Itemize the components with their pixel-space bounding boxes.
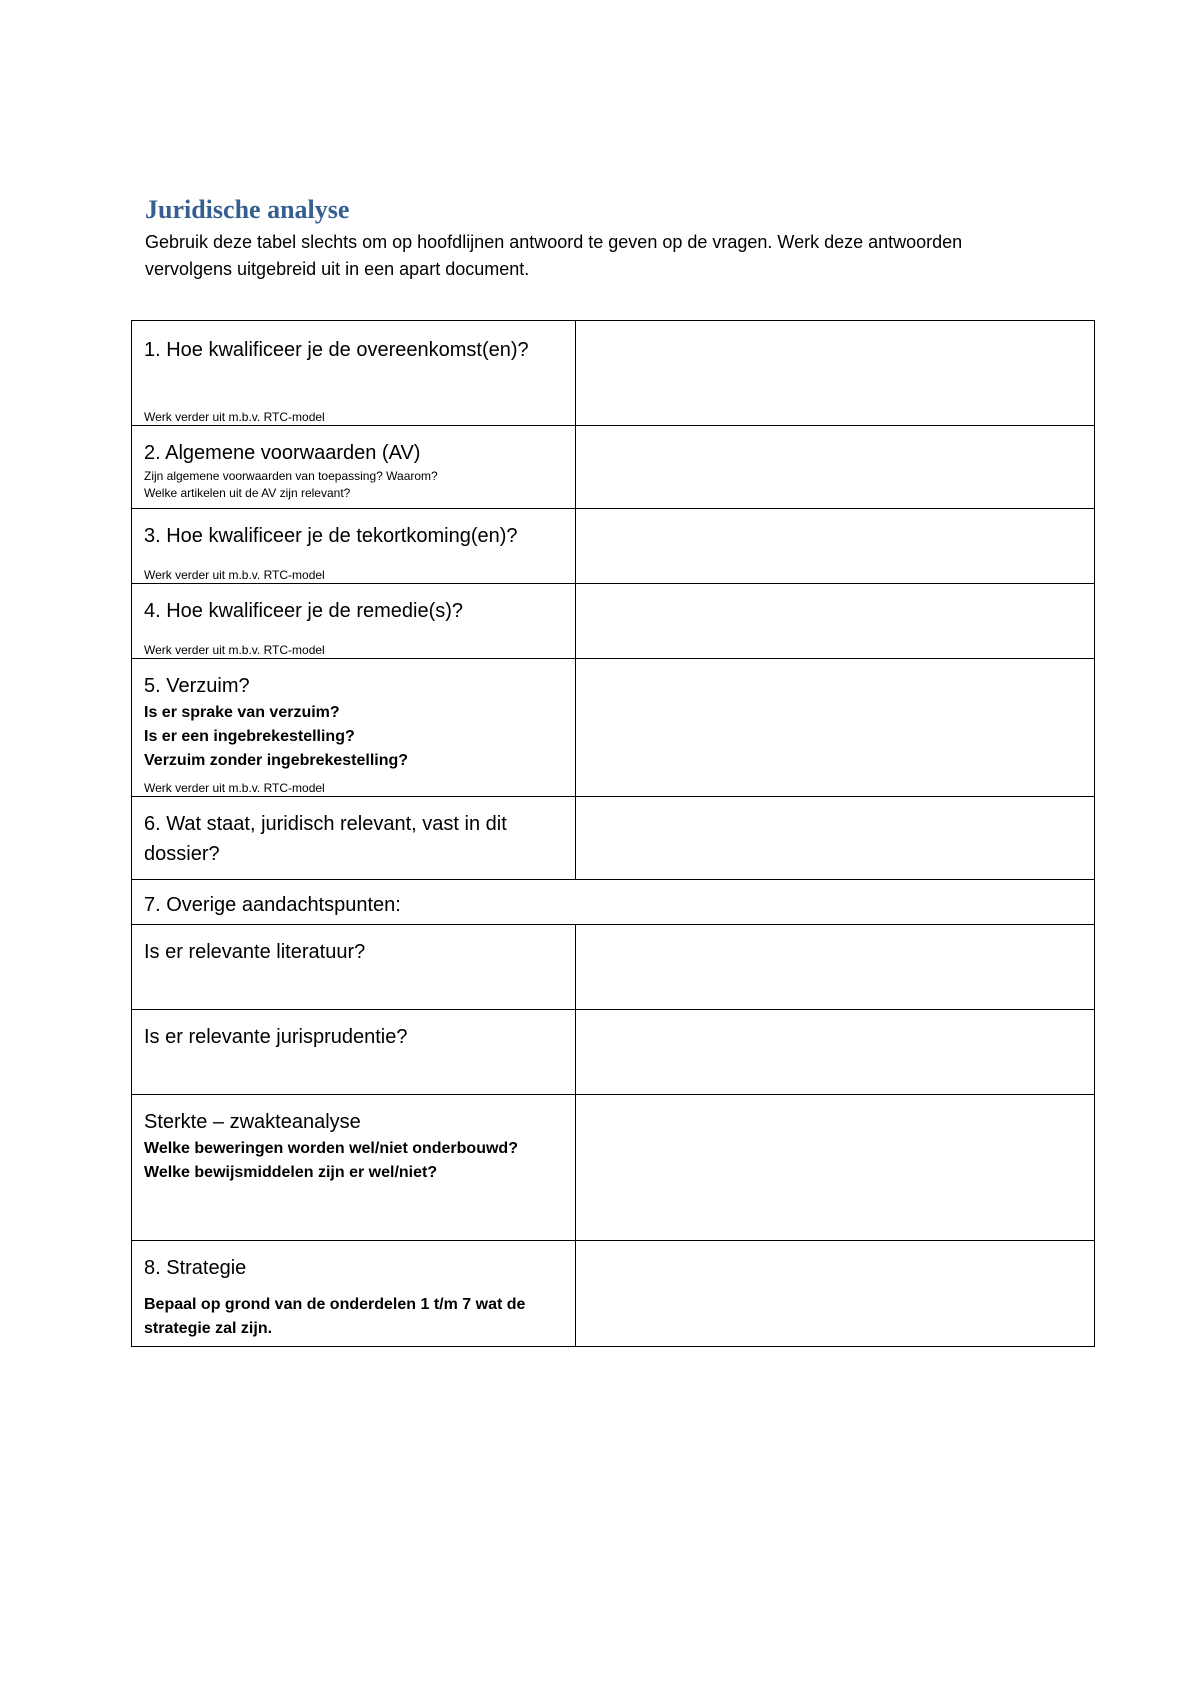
question-note-q3: Werk verder uit m.b.v. RTC-model xyxy=(144,568,325,582)
question-subline-q2-1: Zijn algemene voorwaarden van toepassing? Waarom? xyxy=(144,469,438,483)
question-cell-q7a xyxy=(132,925,576,1010)
question-subline-q8-1: Bepaal op grond van de onderdelen 1 t/m 7 wat de strategie zal zijn. xyxy=(144,1296,526,1337)
question-heading-q1: 1. Hoe kwalificeer je de overeenkomst(en)? xyxy=(144,339,529,361)
table-row-q5 xyxy=(132,659,1095,797)
answer-cell-q3[interactable] xyxy=(576,509,1095,584)
question-subline-q5-1: Is er sprake van verzuim? xyxy=(144,704,340,721)
table-row-q4 xyxy=(132,584,1095,659)
question-heading-q7a: Is er relevante literatuur? xyxy=(144,941,366,963)
intro-text: Gebruik deze tabel slechts om op hoofdlijnen antwoord te geven op de vragen. Werk deze antwoorden vervolgens uitgebreid uit in een apart document. xyxy=(145,232,963,279)
spacer xyxy=(144,1283,563,1293)
table-row-q7a xyxy=(132,925,1095,1010)
table-row-q7 xyxy=(132,880,1095,925)
question-subline-q7c-2: Welke bewijsmiddelen zijn er wel/niet? xyxy=(144,1164,438,1181)
question-heading-q7c: Sterkte – zwakteanalyse xyxy=(144,1111,361,1133)
question-note-q5: Werk verder uit m.b.v. RTC-model xyxy=(144,781,325,795)
question-subline-q5-2: Is er een ingebrekestelling? xyxy=(144,728,355,745)
document-title: Juridische analyse xyxy=(145,195,350,224)
question-heading-q6: 6. Wat staat, juridisch relevant, vast in dit dossier? xyxy=(144,813,507,865)
answer-cell-q4[interactable] xyxy=(576,584,1095,659)
table-row-q3 xyxy=(132,509,1095,584)
answer-cell-q5[interactable] xyxy=(576,659,1095,797)
question-heading-q5: 5. Verzuim? xyxy=(144,675,250,697)
question-cell-q2 xyxy=(132,426,576,509)
answer-cell-q7b[interactable] xyxy=(576,1010,1095,1095)
question-cell-q3 xyxy=(132,509,576,584)
question-heading-q7b: Is er relevante jurisprudentie? xyxy=(144,1026,408,1048)
question-cell-q1 xyxy=(132,321,576,426)
question-note-q1: Werk verder uit m.b.v. RTC-model xyxy=(144,410,325,424)
section-heading-q7: 7. Overige aandachtspunten: xyxy=(144,894,401,916)
answer-cell-q6[interactable] xyxy=(576,797,1095,880)
question-cell-q7c xyxy=(132,1095,576,1241)
question-subline-q5-3: Verzuim zonder ingebrekestelling? xyxy=(144,752,409,769)
table-row-q6 xyxy=(132,797,1095,880)
question-subline-q2-2: Welke artikelen uit de AV zijn relevant? xyxy=(144,486,351,500)
table-row-q7c xyxy=(132,1095,1095,1241)
question-heading-q3: 3. Hoe kwalificeer je de tekortkoming(en)? xyxy=(144,525,518,547)
answer-cell-q7c[interactable] xyxy=(576,1095,1095,1241)
question-cell-q5 xyxy=(132,659,576,797)
question-note-q4: Werk verder uit m.b.v. RTC-model xyxy=(144,643,325,657)
question-cell-q4 xyxy=(132,584,576,659)
question-heading-q2: 2. Algemene voorwaarden (AV) xyxy=(144,442,421,464)
question-heading-q4: 4. Hoe kwalificeer je de remedie(s)? xyxy=(144,600,464,622)
table-row-q2 xyxy=(132,426,1095,509)
question-subline-q7c-1: Welke beweringen worden wel/niet onderbouwd? xyxy=(144,1140,518,1157)
answer-cell-q7a[interactable] xyxy=(576,925,1095,1010)
section-cell-q7 xyxy=(132,880,1095,925)
answer-cell-q8[interactable] xyxy=(576,1241,1095,1347)
question-heading-q8: 8. Strategie xyxy=(144,1257,247,1279)
question-cell-q6 xyxy=(132,797,576,880)
table-row-q1 xyxy=(132,321,1095,426)
table-row-q8 xyxy=(132,1241,1095,1347)
answer-cell-q2[interactable] xyxy=(576,426,1095,509)
table-row-q7b xyxy=(132,1010,1095,1095)
answer-cell-q1[interactable] xyxy=(576,321,1095,426)
question-cell-q7b xyxy=(132,1010,576,1095)
analysis-table xyxy=(131,320,1095,1347)
question-cell-q8 xyxy=(132,1241,576,1347)
